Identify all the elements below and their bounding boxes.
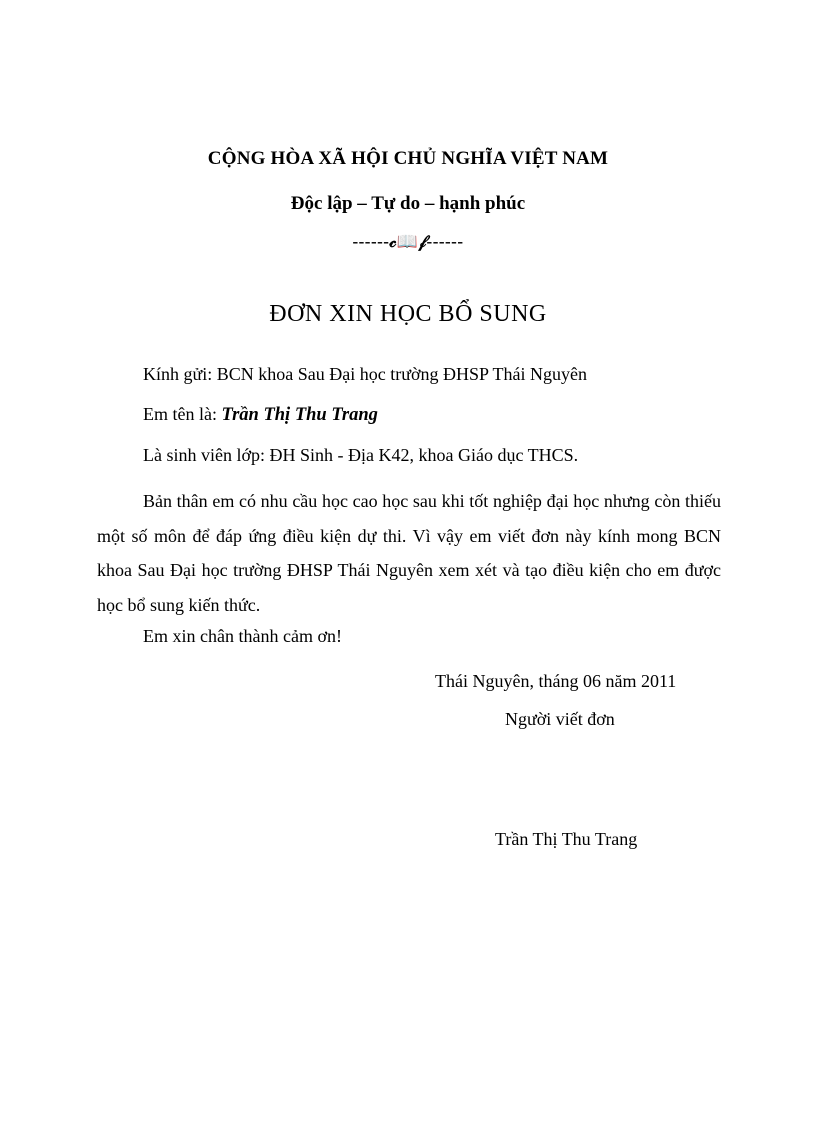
- applicant-name: Trần Thị Thu Trang: [221, 405, 378, 425]
- signer-label: Người viết đơn: [505, 709, 615, 729]
- class-line: Là sinh viên lớp: ĐH Sinh - Địa K42, khoa Giáo dục THCS.: [143, 445, 579, 465]
- national-heading: CỘNG HÒA XÃ HỘI CHỦ NGHĨA VIỆT NAM: [207, 148, 609, 169]
- recipient-line: Kính gửi: BCN khoa Sau Đại học trường ĐHSP Thái Nguyên: [143, 364, 588, 384]
- place-date: Thái Nguyên, tháng 06 năm 2011: [435, 671, 677, 691]
- signer-name: Trần Thị Thu Trang: [495, 829, 638, 849]
- thanks-line: Em xin chân thành cảm ơn!: [143, 626, 342, 646]
- body-paragraph: Bản thân em có nhu cầu học cao học sau khi tốt nghiệp đại học nhưng còn thiếu một số môn để đáp ứng điều kiện dự thi. Vì vậy em viết đơn này kính mong BCN khoa Sau Đại học trường ĐHSP Thái Nguyên xem xét và tạo điều kiện cho em được học bổ sung kiến thức.: [97, 491, 721, 615]
- name-line: [143, 404, 378, 426]
- document-title: ĐƠN XIN HỌC BỔ SUNG: [269, 301, 547, 327]
- divider-glyphs: ------𝒸📖𝒻------: [352, 232, 464, 251]
- ornamental-divider: [0, 232, 816, 252]
- name-label: Em tên là:: [143, 404, 222, 424]
- national-motto: Độc lập – Tự do – hạnh phúc: [290, 193, 526, 214]
